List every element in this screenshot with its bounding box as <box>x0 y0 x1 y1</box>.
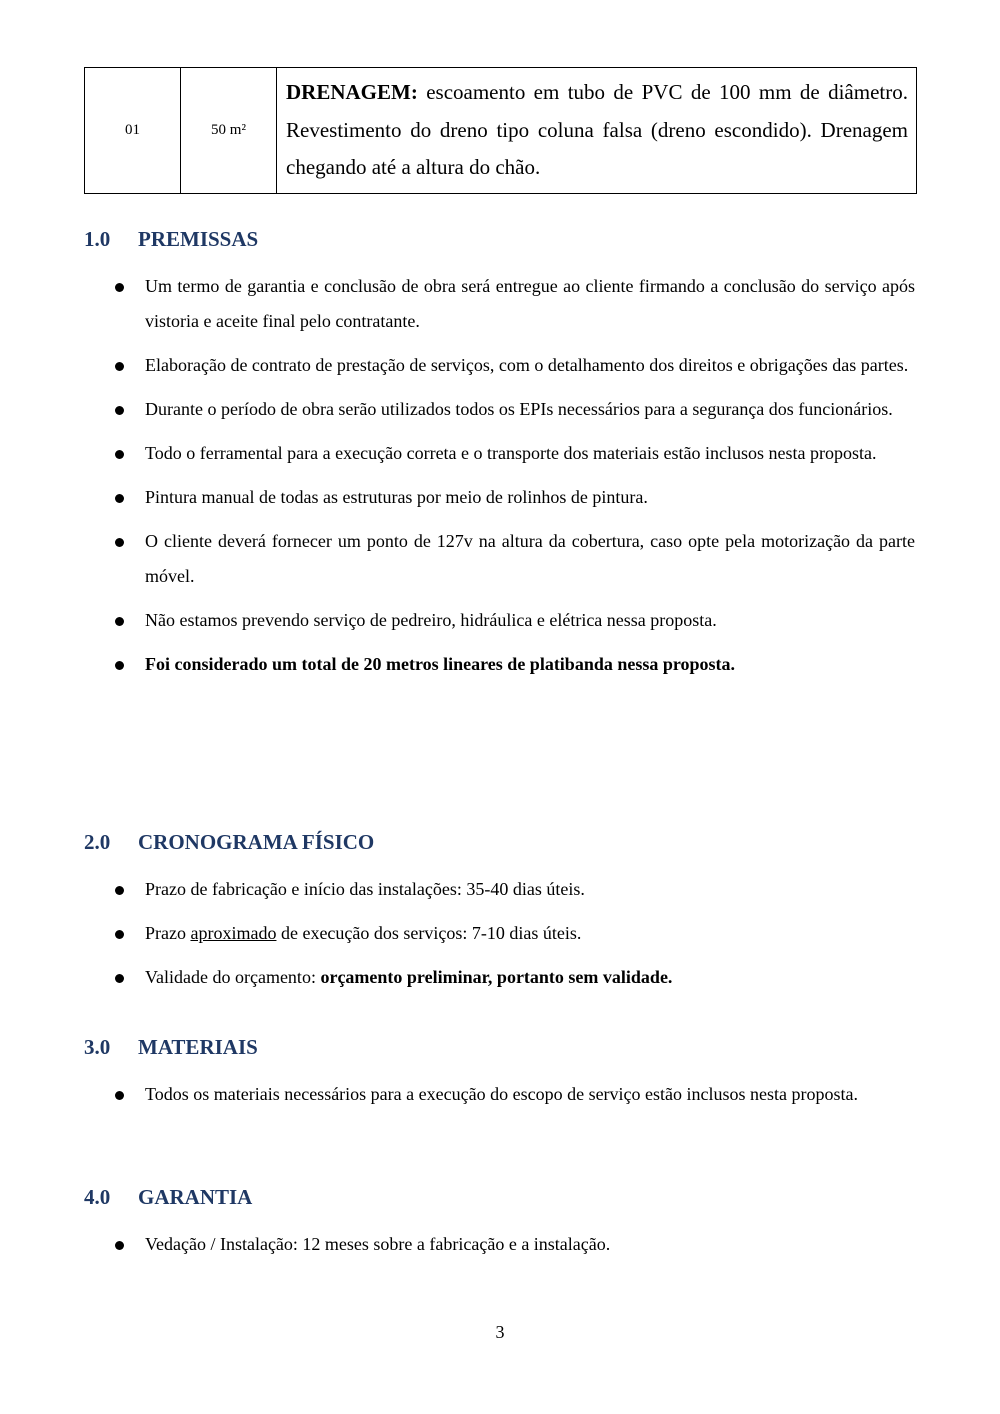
bullet-icon <box>115 974 124 983</box>
list-item-text: Foi considerado um total de 20 metros lineares de platibanda nessa proposta. <box>145 654 736 674</box>
scope-table <box>84 67 917 194</box>
list-item <box>115 269 915 339</box>
list-item <box>115 1077 915 1112</box>
section-number: 2.0 <box>84 830 111 854</box>
bullet-icon <box>115 1241 124 1250</box>
section-number: 1.0 <box>84 227 111 251</box>
list-item <box>115 647 915 682</box>
section-heading-materiais <box>84 1035 258 1060</box>
list-item <box>115 480 915 515</box>
list-item <box>115 524 915 594</box>
list-item <box>115 392 915 427</box>
bullet-icon <box>115 617 124 626</box>
list-item <box>115 960 915 995</box>
garantia-list <box>115 1227 915 1262</box>
list-item <box>115 436 915 471</box>
section-title: CRONOGRAMA FÍSICO <box>138 830 375 854</box>
section-title: PREMISSAS <box>138 227 259 251</box>
list-item-text: Elaboração de contrato de prestação de serviços, com o detalhamento dos direitos e obrigações das partes. <box>145 355 909 375</box>
bullet-icon <box>115 1091 124 1100</box>
quantity-cell: 50 m² <box>181 68 277 194</box>
bullet-icon <box>115 406 124 415</box>
list-item-text: Durante o período de obra serão utilizados todos os EPIs necessários para a segurança dos funcionários. <box>145 399 893 419</box>
list-item-text: Vedação / Instalação: 12 meses sobre a fabricação e a instalação. <box>145 1234 611 1254</box>
description-label: DRENAGEM: <box>286 80 418 105</box>
list-item-text-prefix: Prazo <box>145 923 191 943</box>
list-item-text: Um termo de garantia e conclusão de obra será entregue ao cliente firmando a conclusão do serviço após vistoria e aceite final pelo contratante. <box>145 276 915 331</box>
bold-text: orçamento preliminar, portanto sem validade. <box>320 967 673 987</box>
cronograma-list <box>115 872 915 995</box>
table-row <box>85 68 917 194</box>
list-item-text: Todo o ferramental para a execução correta e o transporte dos materiais estão inclusos nesta proposta. <box>145 443 877 463</box>
materiais-list <box>115 1077 915 1112</box>
list-item <box>115 348 915 383</box>
bullet-icon <box>115 362 124 371</box>
section-heading-cronograma <box>84 830 374 855</box>
list-item-text: Não estamos prevendo serviço de pedreiro, hidráulica e elétrica nessa proposta. <box>145 610 717 630</box>
bullet-icon <box>115 538 124 547</box>
list-item <box>115 1227 915 1262</box>
page-number: 3 <box>495 1322 505 1342</box>
list-item-text: Todos os materiais necessários para a execução do escopo de serviço estão inclusos nesta proposta. <box>145 1084 859 1104</box>
underlined-text: aproximado <box>190 923 277 943</box>
list-item <box>115 916 915 951</box>
bullet-icon <box>115 450 124 459</box>
list-item-text: Prazo de fabricação e início das instalações: 35-40 dias úteis. <box>145 879 585 899</box>
section-number: 4.0 <box>84 1185 111 1209</box>
section-heading-premissas <box>84 227 258 252</box>
item-number-cell: 01 <box>85 68 181 194</box>
section-number: 3.0 <box>84 1035 111 1059</box>
list-item <box>115 603 915 638</box>
list-item-text: O cliente deverá fornecer um ponto de 127v na altura da cobertura, caso opte pela motorização da parte móvel. <box>145 531 915 586</box>
description-text: escoamento em tubo de PVC de 100 mm de diâmetro. Revestimento do dreno tipo coluna falsa (dreno escondido). Drenagem chegando até a altura do chão. <box>286 80 908 180</box>
list-item <box>115 872 915 907</box>
section-title: GARANTIA <box>138 1185 253 1209</box>
premissas-list <box>115 269 915 682</box>
bullet-icon <box>115 930 124 939</box>
section-heading-garantia <box>84 1185 252 1210</box>
bullet-icon <box>115 494 124 503</box>
bullet-icon <box>115 283 124 292</box>
section-title: MATERIAIS <box>138 1035 258 1059</box>
list-item-text: Pintura manual de todas as estruturas por meio de rolinhos de pintura. <box>145 487 648 507</box>
description-cell <box>277 68 917 194</box>
bullet-icon <box>115 886 124 895</box>
list-item-text-prefix: Validade do orçamento: <box>145 967 321 987</box>
list-item-text-suffix: de execução dos serviços: 7-10 dias úteis. <box>276 923 582 943</box>
bullet-icon <box>115 661 124 670</box>
